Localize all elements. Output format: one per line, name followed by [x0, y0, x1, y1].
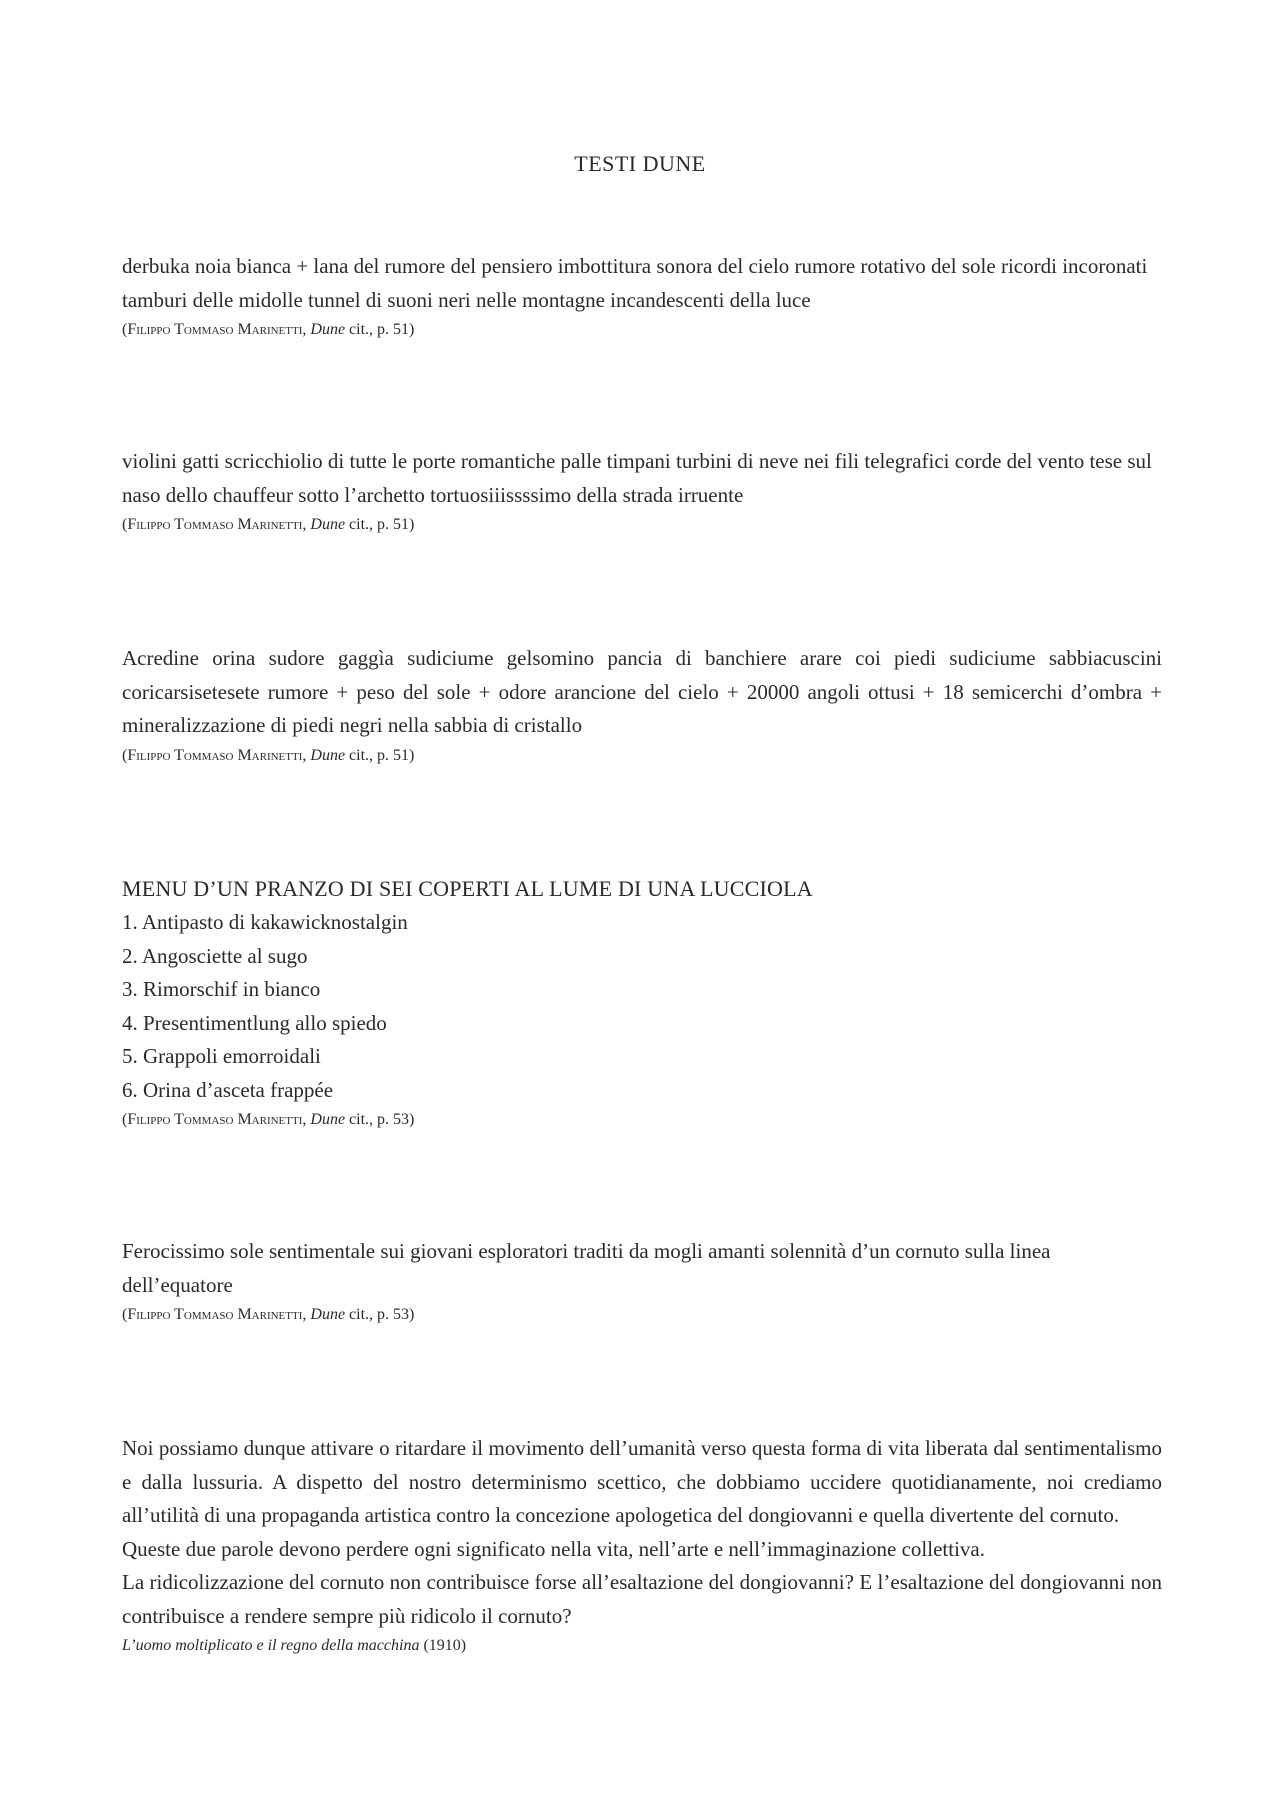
essay-source	[122, 1633, 1162, 1659]
menu-item: 6. Orina d’asceta frappée	[122, 1077, 334, 1102]
quote-block-1	[122, 250, 1162, 343]
menu-item: 1. Antipasto di kakawicknostalgin	[122, 910, 408, 934]
quote-text: violini gatti scricchiolio di tutte le porte romantiche palle timpani turbini di neve nei fili telegrafici corde del vento tese sul naso dello chauffeur sotto l’archetto tortuosiiissssimo della strada irruente	[122, 449, 1152, 507]
page-title: TESTI DUNE	[574, 151, 706, 176]
citation: (Filippo Tommaso Marinetti, Dune cit., p. 53)	[122, 1111, 415, 1128]
citation-author: Filippo Tommaso Marinetti	[127, 746, 303, 764]
citation-work: Dune	[310, 746, 346, 764]
menu-item: 4. Presentimentlung allo spiedo	[122, 1010, 387, 1035]
citation-work: Dune	[310, 321, 346, 338]
menu-item: 3. Rimorschif in bianco	[122, 977, 321, 1001]
essay-source-year: (1910)	[419, 1637, 467, 1654]
citation-author: Filippo Tommaso Marinetti	[127, 321, 303, 338]
menu-block	[122, 872, 1162, 1133]
essay-paragraph: La ridicolizzazione del cornuto non contribuisce forse all’esaltazione del dongiovanni? E l’esaltazione del dongiovanni non contribuisce a rendere sempre più ridicolo il cornuto?	[122, 1570, 1162, 1628]
essay-paragraph: Queste due parole devono perdere ogni significato nella vita, nell’arte e nell’immaginazione collettiva.	[122, 1536, 985, 1561]
quote-block-5	[122, 1235, 1162, 1328]
quote-block-2	[122, 445, 1162, 538]
essay-paragraph: Noi possiamo dunque attivare o ritardare il movimento dell’umanità verso questa forma di vita liberata dal sentimentalismo e dalla lussuria. A dispetto del nostro determinismo scettico, che dobbiamo uccidere quotidianamente, noi crediamo all’utilità di una propaganda artistica contro la concezione apologetica del dongiovanni e quella divertente del cornuto.	[122, 1436, 1162, 1527]
essay-source-title: L’uomo moltiplicato e il regno della macchina	[122, 1637, 420, 1654]
citation-author: Filippo Tommaso Marinetti	[127, 1111, 303, 1128]
citation: (Filippo Tommaso Marinetti, Dune cit., p. 51)	[122, 321, 415, 338]
quote-block-3	[122, 642, 1162, 769]
citation: (Filippo Tommaso Marinetti, Dune cit., p. 51)	[122, 746, 415, 764]
citation-work: Dune	[310, 1111, 346, 1128]
menu-list	[122, 906, 1162, 1107]
essay-block	[122, 1432, 1162, 1659]
citation: (Filippo Tommaso Marinetti, Dune cit., p. 51)	[122, 516, 415, 533]
menu-item: 5. Grappoli emorroidali	[122, 1044, 321, 1068]
citation-author: Filippo Tommaso Marinetti	[127, 1306, 303, 1323]
menu-title: MENU D’UN PRANZO DI SEI COPERTI AL LUME DI UNA LUCCIOLA	[122, 876, 813, 901]
quote-text: derbuka noia bianca + lana del rumore del pensiero imbottitura sonora del cielo rumore rotativo del sole ricordi incoronati tamburi delle midolle tunnel di suoni neri nelle montagne incandescenti della luce	[122, 254, 1148, 312]
quote-text: Ferocissimo sole sentimentale sui giovani esploratori traditi da mogli amanti solennità d’un cornuto sulla linea dell’equatore	[122, 1239, 1051, 1297]
quote-text: Acredine orina sudore gaggìa sudiciume gelsomino pancia di banchiere arare coi piedi sudiciume sabbiacuscini coricarsisetesete rumore + peso del sole + odore arancione del cielo + 20000 angoli ottusi + 18 semicerchi d’ombra + mineralizzazione di piedi negri nella sabbia di cristallo	[122, 646, 1162, 737]
citation-author: Filippo Tommaso Marinetti	[127, 516, 303, 533]
citation-work: Dune	[310, 516, 346, 533]
menu-item: 2. Angosciette al sugo	[122, 943, 308, 968]
citation-work: Dune	[310, 1306, 346, 1323]
citation: (Filippo Tommaso Marinetti, Dune cit., p. 53)	[122, 1306, 415, 1323]
